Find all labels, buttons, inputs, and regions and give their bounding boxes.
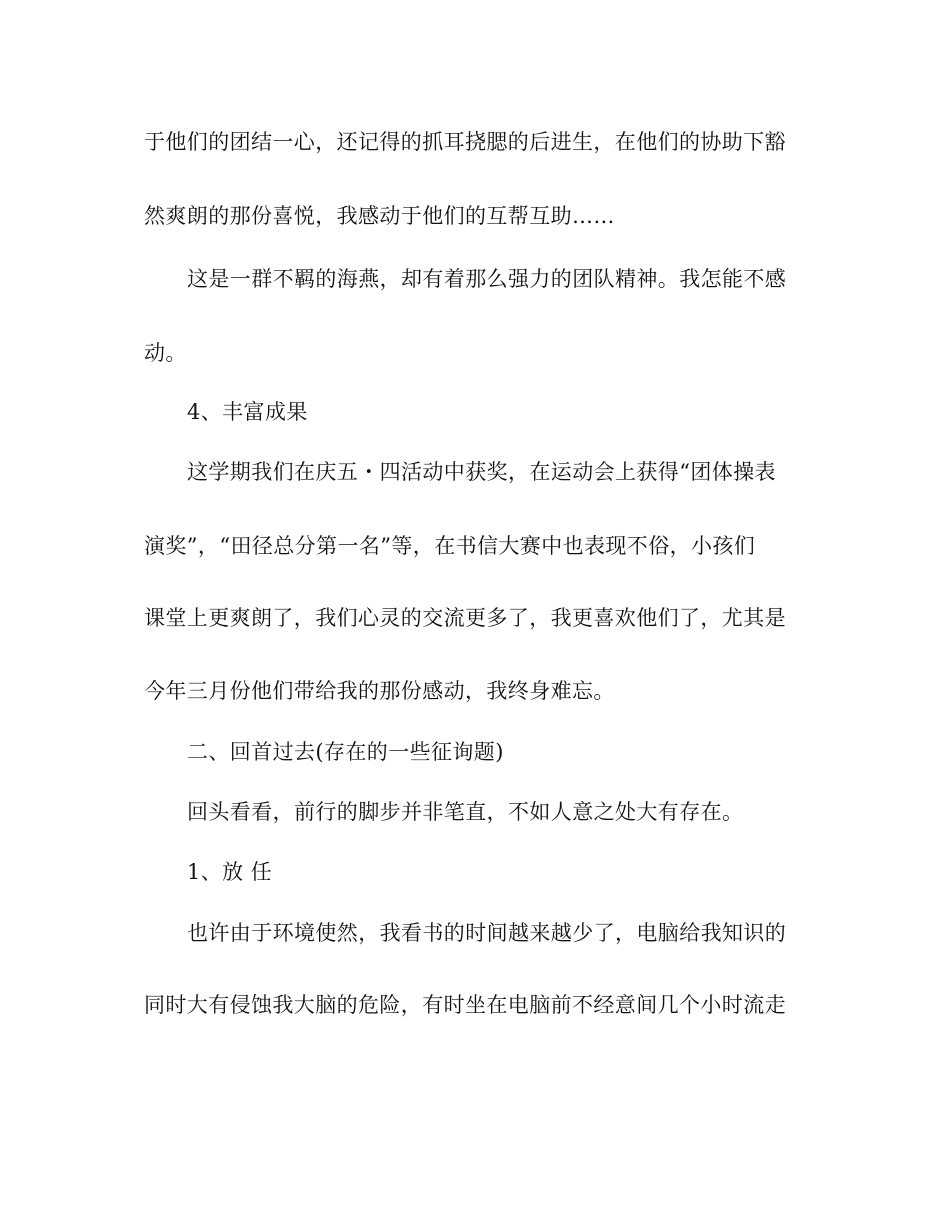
text-line: 同时大有侵蚀我大脑的危险，有时坐在电脑前不经意间几个小时流走 <box>144 993 786 1017</box>
text-line: 这学期我们在庆五・四活动中获奖，在运动会上获得“团体操表 <box>187 460 776 484</box>
text-line: 于他们的团结一心，还记得的抓耳挠腮的后进生，在他们的协助下豁 <box>144 130 786 154</box>
text-line: 这是一群不羁的海燕，却有着那么强力的团队精神。我怎能不感 <box>187 267 787 291</box>
text-line: 演奖”，“田径总分第一名”等，在书信大赛中也表现不俗，小孩们 <box>144 534 756 558</box>
text-line: 回头看看，前行的脚步并非笔直，不如人意之处大有存在。 <box>187 800 744 824</box>
text-line: 也许由于环境使然，我看书的时间越来越少了，电脑给我知识的 <box>187 921 787 945</box>
section-heading: 二、回首过去(存在的一些征询题) <box>187 740 504 764</box>
text-line: 动。 <box>144 341 187 365</box>
section-heading: 4、丰富成果 <box>187 400 308 424</box>
text-line: 课堂上更爽朗了，我们心灵的交流更多了，我更喜欢他们了，尤其是 <box>144 606 786 630</box>
text-line: 今年三月份他们带给我的那份感动，我终身难忘。 <box>144 679 615 703</box>
text-line: 然爽朗的那份喜悦，我感动于他们的互帮互助…… <box>144 204 615 228</box>
section-heading: 1、放 任 <box>187 860 273 884</box>
